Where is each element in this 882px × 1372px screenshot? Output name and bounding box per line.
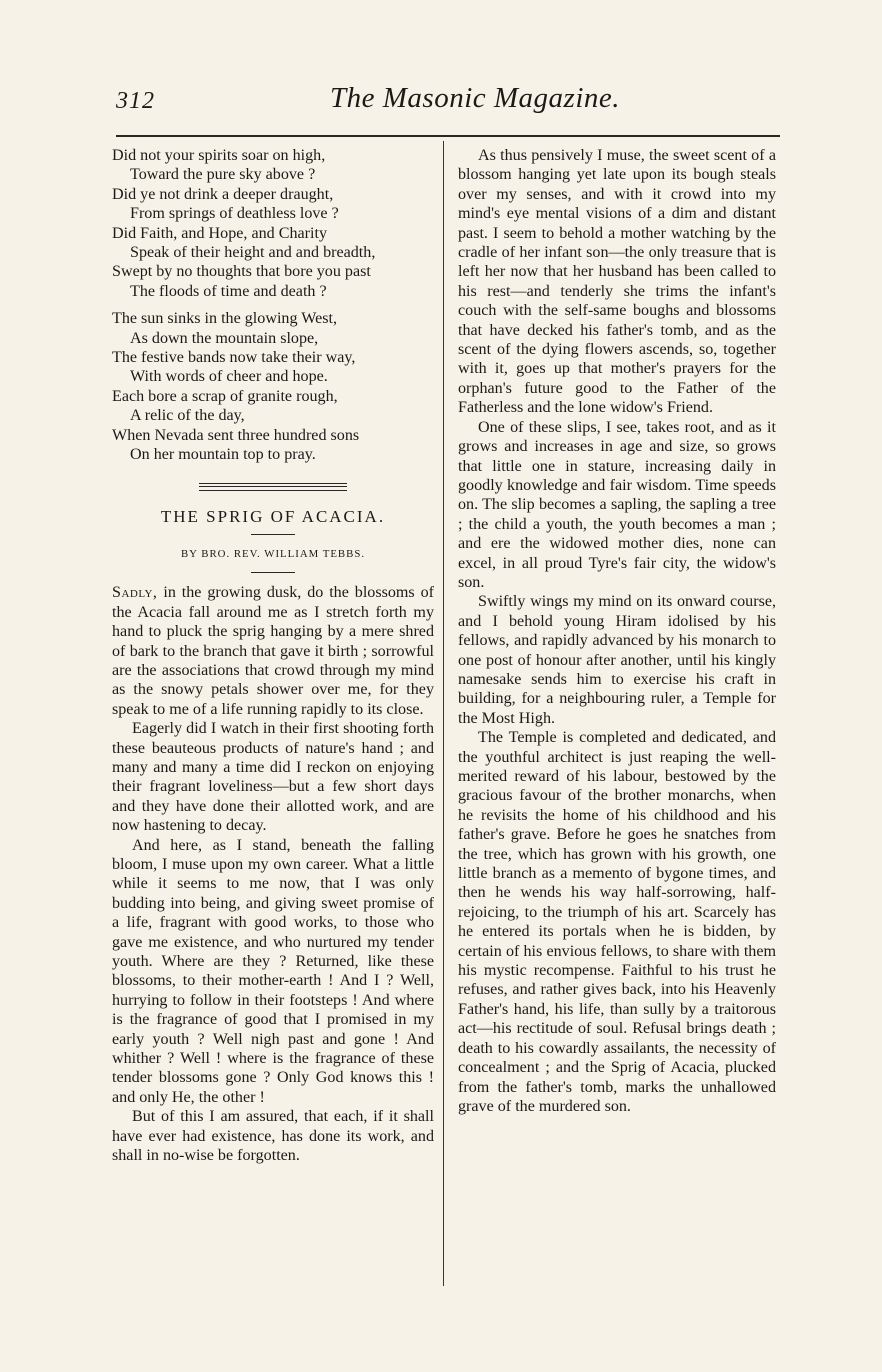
paragraph-text: in the growing dusk, do the blossoms of the Acacia fall around me as I stretch forth my hand to pluck the sprig hanging by a mere shred of bark to the branch that gave it birth ; sorrowful are the associations that crowd through my mind as the snowy petals shower over me, for they speak to me of a life running rapidly to its close. <box>112 584 434 718</box>
poem-line: Swept by no thoughts that bore you past <box>112 263 371 281</box>
poem-line: As down the mountain slope, <box>130 329 319 347</box>
poem-line: Did ye not drink a deeper draught, <box>112 185 334 203</box>
byline-rule <box>251 572 295 573</box>
poem-line: The floods of time and death ? <box>130 282 327 300</box>
right-column <box>458 146 776 1116</box>
article-paragraph: But of this I am assured, that each, if it shall have ever had existence, has done its work, and shall in no-wise be forgotten. <box>112 1108 434 1165</box>
poem-line: Each bore a scrap of granite rough, <box>112 387 338 405</box>
article-paragraph <box>112 583 434 719</box>
article-paragraph: One of these slips, I see, takes root, and as it grows and increases in age and size, so grows that little one in stature, increasing daily in goodly knowledge and fair wisdom. Time speeds on. The slip becomes a sapling, the sapling a tree ; the child a youth, the youth becomes a man ; and ere the widowed mother dies, none can excel, in all proud Tyre's fair city, the widow's son. <box>458 418 776 591</box>
section-divider <box>199 483 347 491</box>
article-paragraph: Swiftly wings my mind on its onward course, and I behold young Hiram idolised by his fellows, and rapidly advanced by his monarch to one post of honour after another, until his kingly namesake sends him to exercise his craft in building, for a neighbouring ruler, a Temple for the Most High. <box>458 593 776 727</box>
title-rule <box>251 534 295 535</box>
poem-stanza-1 <box>112 146 434 301</box>
article-paragraph: Eagerly did I watch in their first shooting forth these beauteous products of nature's hand ; and many and many a time did I reckon on enjoying their fragrant loveliness—but a few short days and they have done their allotted work, and are now hastening to decay. <box>112 720 434 835</box>
page-number: 312 <box>116 88 155 114</box>
poem-line: The sun sinks in the glowing West, <box>112 310 338 328</box>
poem-line: Did Faith, and Hope, and Charity <box>112 224 327 242</box>
article-paragraph: And here, as I stand, beneath the falling bloom, I muse upon my own career. What a little while it seems to me now, that I was only budding into being, and giving sweet promise of a life, fragrant with good works, to those who gave me existence, and who nurtured my tender youth. Where are they ? Returned, like these blossoms, to their mother-earth ! And I ? Well, hurrying to follow in their footsteps ! And where is the fragrance of good that I promised in my early youth ? Well nigh past and gone ! And whither ? Well ! where is the fragrance of these tender blossoms gone ? Only God knows this ! and only He, the other ! <box>112 836 434 1106</box>
poem-line: With words of cheer and hope. <box>130 368 328 386</box>
poem-line: When Nevada sent three hundred sons <box>112 426 360 444</box>
header-rule <box>116 135 780 137</box>
article-paragraph: The Temple is completed and dedicated, and the youthful architect is just reaping the well-merited reward of his labour, bestowed by the gracious favour of the brother monarchs, when he revisits the home of his childhood and his father's grave. Before he goes he snatches from the tree, which has grown with his growth, one little branch as a memento of bygone times, and then he wends his way half-sorrowing, half-rejoicing, to the triumph of his art. Scarcely has he entered its portals when he is bidden, by certain of his envious fellows, to share with them his mystic recompense. Faithful to his trust he refuses, and rather gives back, into his Heavenly Father's hand, his life, than sully by a traitorous act—his rectitude of soul. Refusal brings death ; death to his cowardly assailants, the necessity of concealment ; and the Sprig of Acacia, plucked from the father's tomb, marks the unhallowed grave of the murdered son. <box>458 729 776 1115</box>
running-title: The Masonic Magazine. <box>330 82 620 114</box>
article-byline: BY BRO. REV. WILLIAM TEBBS. <box>180 547 366 560</box>
article-title: THE SPRIG OF ACACIA. <box>160 506 386 526</box>
article-paragraph: As thus pensively I muse, the sweet scent of a blossom hanging yet late upon its bough steals over my senses, and with it crowd into my mind's eye mental visions of a dim and distant past. I seem to behold a mother watching by the cradle of her infant son—the only treasure that is left her now that her husband has been called to his rest—and tenderly she trims the infant's couch with the self-same boughs and blossoms that have decked his father's tomb, and as the scent of the dying flowers ascends, so, together with it, goes up that mother's prayers for the orphan's future good to the Father of the Fatherless and the lone widow's Friend. <box>458 147 776 417</box>
poem-line: From springs of deathless love ? <box>130 205 339 223</box>
left-column <box>112 146 434 1166</box>
column-divider <box>443 141 444 1286</box>
poem-line: A relic of the day, <box>130 407 245 425</box>
poem-line: Speak of their height and and breadth, <box>130 244 376 262</box>
poem-line: Did not your spirits soar on high, <box>112 147 326 164</box>
poem-line: On her mountain top to pray. <box>130 446 316 464</box>
lead-word: Sadly, <box>112 584 158 602</box>
poem-stanza-2 <box>112 309 434 464</box>
poem-line: Toward the pure sky above ? <box>130 166 316 184</box>
poem-line: The festive bands now take their way, <box>112 349 356 367</box>
